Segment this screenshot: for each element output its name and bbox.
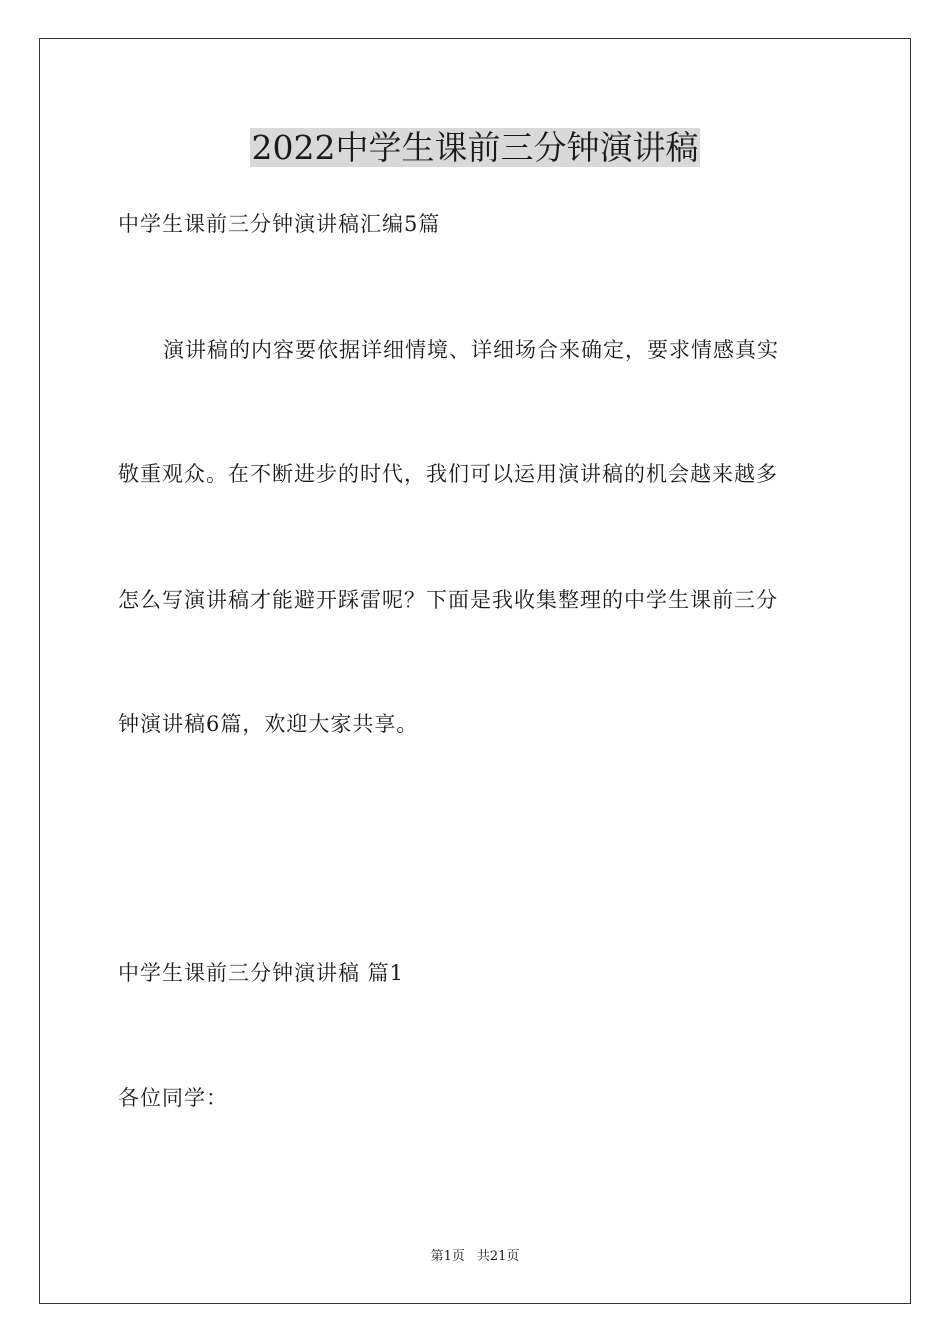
section-heading: 中学生课前三分钟演讲稿 篇1 [118,961,405,985]
document-subtitle: 中学生课前三分钟演讲稿汇编5篇 [118,212,441,236]
salutation: 各位同学： [118,1086,228,1110]
page-footer [0,1248,950,1266]
intro-paragraph-line-1: 演讲稿的内容要依据详细情境、详细场合来确定，要求情感真实 [163,338,779,362]
intro-paragraph-line-2: 敬重观众。在不断进步的时代，我们可以运用演讲稿的机会越来越多 [118,462,778,486]
intro-paragraph-line-3: 怎么写演讲稿才能避开踩雷呢？下面是我收集整理的中学生课前三分 [118,588,778,612]
page-number: 第1页 [430,1249,465,1264]
page-total: 共21页 [476,1249,520,1264]
intro-paragraph-line-4: 钟演讲稿6篇，欢迎大家共享。 [118,712,419,736]
document-title [0,124,950,172]
document-title-text: 2022中学生课前三分钟演讲稿 [251,128,699,167]
